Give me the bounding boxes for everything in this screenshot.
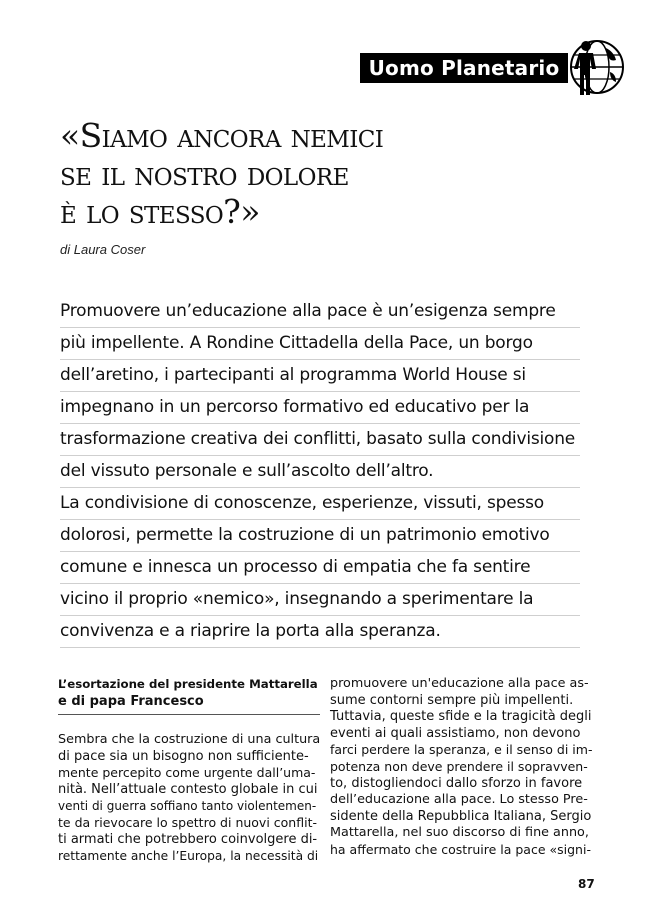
title-line: «Siamo ancora nemici <box>60 116 384 155</box>
body-line: eventi ai quali assistiamo, non devono <box>330 725 581 741</box>
body-line: Sembra che la costruzione di una cultura <box>58 732 321 747</box>
title-line: se il nostro dolore <box>60 154 349 193</box>
lead-line: trasformazione creativa dei conflitti, basato sulla condivisione <box>60 424 580 456</box>
body-line: potenza non deve prendere il sopravven- <box>330 758 588 774</box>
lead-line: comune e innesca un processo di empatia che fa sentire <box>60 552 580 584</box>
section-label: Uomo Planetario <box>360 53 568 83</box>
lead-line: più impellente. A Rondine Cittadella della Pace, un borgo <box>60 328 580 360</box>
globe-figure-icon <box>566 36 626 98</box>
body-line: to, distogliendoci dallo sforzo in favore <box>330 775 583 791</box>
page-number: 87 <box>578 877 595 891</box>
body-column-left <box>58 676 320 865</box>
body-line: rettamente anche l’Europa, la necessità di <box>58 849 319 864</box>
lead-line: Promuovere un’educazione alla pace è un’esigenza sempre <box>60 296 580 328</box>
lead-line: dolorosi, permette la costruzione di un patrimonio emotivo <box>60 520 580 552</box>
body-line: te da rievocare lo spettro di nuovi conflit- <box>58 814 317 830</box>
section-subheading: L’esortazione del presidente Mattarella e di papa Francesco <box>58 676 320 715</box>
body-column-right <box>330 676 592 859</box>
lead-line: dell’aretino, i partecipanti al programma World House si <box>60 360 580 392</box>
title-line: è lo stesso?» <box>60 192 260 231</box>
lead-line: impegnano in un percorso formativo ed educativo per la <box>60 392 580 424</box>
lead-line: La condivisione di conoscenze, esperienze, vissuti, spesso <box>60 488 580 520</box>
body-line: ti armati che potrebbero coinvolgere di- <box>58 831 318 847</box>
body-line: venti di guerra soffiano tanto violentemen- <box>58 799 317 814</box>
body-line: farci perdere la speranza, e il senso di im- <box>330 742 593 758</box>
body-line: mente percepito come urgente dall’uma- <box>58 765 316 781</box>
byline: di Laura Coser <box>60 242 146 257</box>
body-line: nità. Nell’attuale contesto globale in cui <box>58 781 318 797</box>
body-line: Mattarella, nel suo discorso di fine anno, <box>330 825 589 841</box>
body-line: promuovere un'educazione alla pace as- <box>330 676 589 691</box>
body-line: ha affermato che costruire la pace «signi- <box>330 841 591 857</box>
body-line: dell’educazione alla pace. Lo stesso Pre- <box>330 792 588 808</box>
lead-line: del vissuto personale e sull’ascolto dell’altro. <box>60 456 580 488</box>
body-line: Tuttavia, queste sfide e la tragicità degli <box>330 709 592 725</box>
body-line: sidente della Repubblica Italiana, Sergio <box>330 808 592 824</box>
lead-line: convivenza e a riaprire la porta alla speranza. <box>60 616 580 648</box>
body-line: sume contorni sempre più impellenti. <box>330 692 574 708</box>
lead-line: vicino il proprio «nemico», insegnando a sperimentare la <box>60 584 580 616</box>
body-line: di pace sia un bisogno non sufficiente- <box>58 748 309 764</box>
lead-paragraph <box>60 296 580 648</box>
article-title <box>60 117 620 231</box>
